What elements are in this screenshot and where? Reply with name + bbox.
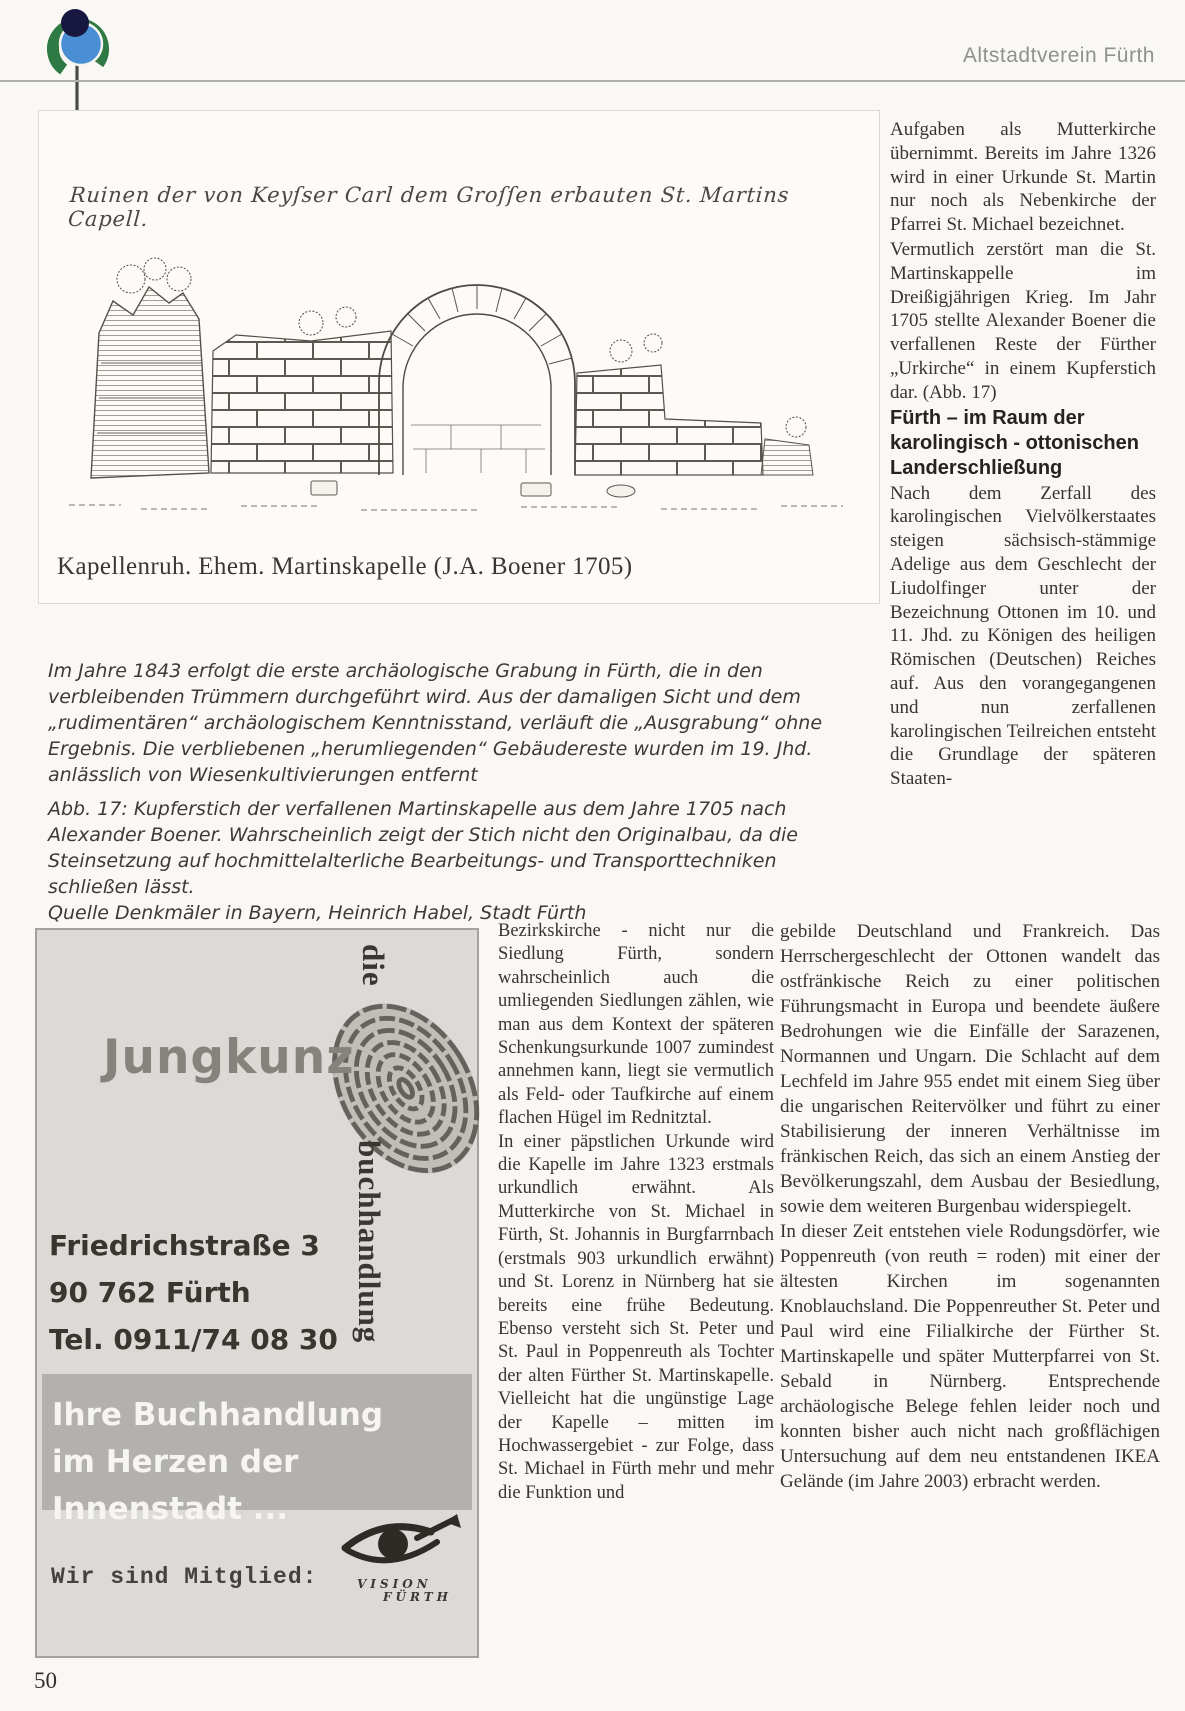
vision-logo-line1: VISION (357, 1577, 432, 1591)
paragraph: Bezirkskirche - nicht nur die Siedlung Fürth, sondern wahrscheinlich auch die umliegenden Siedlungen zählen, wie man aus dem Kontext der späteren Schenkungsurkunde 1007 zumindest annehmen kann, liegt sie vermutlich als Feld- oder Taufkirche auf einem flachen Hügel im Rednitztal. (498, 921, 774, 1129)
article-column-right (890, 118, 1156, 792)
excavation-note: Im Jahre 1843 erfolgt die erste archäologische Grabung in Fürth, die in den verbleibenden Trümmern durchgeführt wird. Aus der damaligen Sicht und dem „rudimentären“ archäologischem Kenntnisstand, verläuft die „Ausgrabung“ ohne Ergebnis. Die verbliebenen „herumliegenden“ Gebäudereste wurden im 19. Jhd. anlässlich von Wiesenkultivierungen entfernt (48, 660, 823, 786)
jungkunz-advertisement (35, 928, 479, 1658)
ad-tagline-band (42, 1374, 472, 1527)
ad-address-street: Friedrichstraße 3 (49, 1229, 320, 1262)
paragraph: Nach dem Zerfall des karolingischen Vielvölkerstaates steigen sächsisch-stämmige Adelige aus dem Geschlecht der Liudolfinger unter der Bezeichnung Ottonen im 10. und 11. Jhd. zu Königen des heiligen Römischen (Deutschen) Reiches auf. Aus den vorangegangenen und nun zerfallenen karolingischen Teilreichen entsteht die Grundlage der späteren Staaten- (890, 482, 1156, 790)
article-column-middle (498, 920, 774, 1505)
ad-vertical-word-buchhandlung: buchhandlung (352, 1140, 387, 1344)
altstadtverein-logo-icon (28, 2, 128, 112)
abb-17-caption-source: Quelle Denkmäler in Bayern, Heinrich Habel, Stadt Fürth (48, 902, 587, 924)
paragraph: Vermutlich zerstört man die St. Martinskappelle im Dreißigjährigen Krieg. Im Jahr 1705 stellte Alexander Boener die verfallenen Reste der Fürther „Urkirche“ in einem Kupferstich dar. (Abb. 17) (890, 238, 1156, 403)
ad-member-label: Wir sind Mitglied: (51, 1564, 318, 1590)
martinskapelle-etching-image (61, 223, 851, 540)
vision-logo-line2: FÜRTH (383, 1590, 453, 1604)
paragraph: Aufgaben als Mutterkirche übernimmt. Bereits im Jahre 1326 wird in einer Urkunde St. Martin nur noch als Nebenkirche der Pfarrei St. Michael bezeichnet. (890, 119, 1156, 236)
ad-brand-jungkunz: Jungkunz (103, 1030, 355, 1085)
ad-tagline-line2: im Herzen der Innenstadt ... (52, 1444, 299, 1527)
paragraph: In dieser Zeit entstehen viele Rodungsdörfer, wie Poppenreuth (von reuth = roden) mit einer der ältesten Kirchen im sogenannten Knoblauchsland. Die Poppenreuther St. Peter und Paul wird eine Filialkirche der Fürther St. Martinskapelle und später Mutterpfarrei von St. Sebald in Nürnberg. Entsprechende archäologische Belege fehlen leider noch und konnten bisher auch nicht nach großflächigen Untersuchung auf dem neu entstandenen IKEA Gelände (im Jahre 2003) erbracht werden. (780, 1221, 1160, 1492)
fingerprint-image (289, 964, 525, 1217)
vision-logo-text (357, 1578, 452, 1604)
paragraph: gebilde Deutschland und Frankreich. Das Herrschergeschlecht der Ottonen wandelt das ostfränkische Reich zu einer politischen Führungsmacht in Europa und beendete äußere Bedrohungen wie die Einfälle der Sarazenen, Normannen und Ungarn. Die Schlacht auf dem Lechfeld im Jahre 955 endet mit einem Sieg über die ungarischen Reitervölker und führt zu einer Stabilisierung der inneren Verhältnisse im fränkischen Reich, das sich an einem Anstieg der Bevölkerungszahl, dem Ausbau der Besiedlung, sowie dem weiteren Burgenbau widerspiegelt. (780, 921, 1160, 1217)
figure-frame (38, 110, 880, 604)
eye-arrow-logo-icon (339, 1512, 469, 1576)
abb-17-caption-text: Abb. 17: Kupferstich der verfallenen Martinskapelle aus dem Jahre 1705 nach Alexander Boener. Wahrscheinlich zeigt der Stich nicht den Originalbau, da die Steinsetzung auf hochmittelalterliche Bearbeitungs- und Transporttechniken schließen lässt. (48, 798, 798, 898)
page-number: 50 (34, 1668, 57, 1693)
ad-address-city: 90 762 Fürth (49, 1276, 251, 1309)
page-header-title: Altstadtverein Fürth (962, 44, 1155, 67)
header-divider (0, 80, 1185, 82)
ad-address-phone: Tel. 0911/74 08 30 (49, 1323, 338, 1356)
figure-caption: Kapellenruh. Ehem. Martinskapelle (J.A. Boener 1705) (57, 553, 633, 580)
ad-vertical-word-die: die (356, 944, 391, 987)
ad-tagline-line1: Ihre Buchhandlung (52, 1397, 384, 1433)
ad-address (49, 1222, 338, 1363)
figure-handwritten-title: Ruinen der von Keyſser Carl dem Groſſen erbauten St. Martins Capell. (67, 183, 791, 231)
vision-fuerth-logo (339, 1512, 479, 1608)
paragraph: In einer päpstlichen Urkunde wird die Kapelle im Jahre 1323 erstmals urkundlich erwähnt. Als Mutterkirche von St. Michael in Fürth, St. Johannis in Burgfarrnbach (erstmals 903 urkundlich erwähnt) und St. Lorenz in Nürnberg hat sie bereits eine frühe Bedeutung. Ebenso versteht sich St. Peter und St. Paul in Poppenreuth als Tochter der alten Fürther St. Martinskapelle. Vielleicht hat die ungünstige Lage der Kapelle – mitten im Hochwassergebiet - zur Folge, dass St. Michael in Fürth mehr und mehr die Funktion und (498, 1131, 774, 1503)
abb-17-caption (48, 796, 856, 926)
article-column-wide (780, 919, 1160, 1494)
section-heading: Fürth – im Raum der karolingisch - ottonischen Landerschließung (890, 406, 1139, 479)
